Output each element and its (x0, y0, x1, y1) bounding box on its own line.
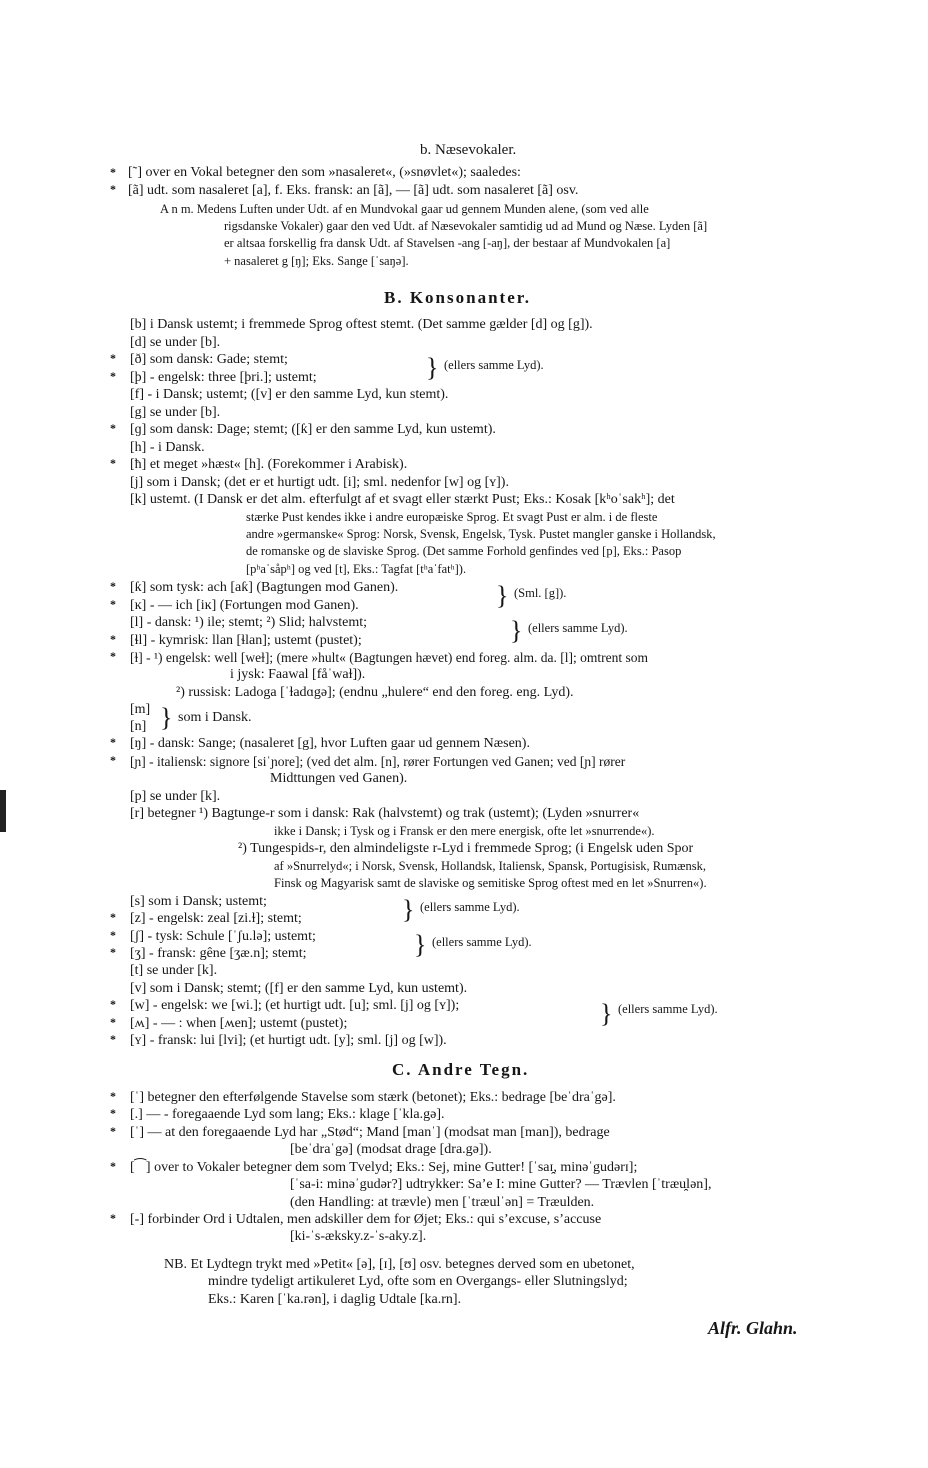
kons-line: [h] - i Dansk. (130, 440, 205, 455)
star-marker: * (110, 1032, 116, 1046)
star-marker: * (110, 1159, 116, 1173)
kons-line: de romanske og de slaviske Sprog. (Det samme Forhold genfindes ved [p], Eks.: Pasop (246, 544, 682, 558)
andre-line: [ˈsa-i: minəˈgudər?] udtrykker: Sa’e I: mine Gutter? — Trævlen [ˈtræu̯lən], (290, 1177, 712, 1192)
brace: } (510, 616, 523, 645)
kons-line: [p] se under [k]. (130, 789, 221, 804)
kons-line: ²) russisk: Ladoga [ˈɫadɑgə]; (endnu „hulere“ end den foreg. eng. Lyd). (176, 685, 574, 700)
kons-line: [ɡ] som dansk: Dage; stemt; ([ƙ] er den samme Lyd, kun ustemt). (130, 422, 496, 437)
star-marker: * (110, 351, 116, 365)
star-marker: * (110, 1106, 116, 1120)
star-marker: * (110, 945, 116, 959)
star-marker: * (110, 456, 116, 470)
kons-line: [ɬl] - kymrisk: llan [ɬlan]; ustemt (pustet); (130, 633, 362, 648)
brace-note: (ellers samme Lyd). (432, 935, 532, 949)
kons-line: i jysk: Faawal [fåˈwaɫ]). (230, 667, 366, 682)
star-marker: * (110, 165, 116, 179)
star-marker: * (110, 1211, 116, 1225)
brace-note: (ellers samme Lyd). (420, 900, 520, 914)
kons-line: [v] som i Dansk; stemt; ([f] er den samme Lyd, kun ustemt). (130, 981, 468, 996)
star-marker: * (110, 1015, 116, 1029)
brace: } (414, 930, 427, 959)
kons-line: stærke Pust kendes ikke i andre europæiske Sprog. Et svagt Pust er alm. i de fleste (246, 510, 658, 524)
kons-line: [k] ustemt. (I Dansk er det alm. efterfulgt af et svagt eller stærkt Pust; Eks.: Kosak [kʰoˈsakʰ]; det (130, 492, 675, 507)
andre-line: (den Handling: at trævle) men [ˈtræulˈən] = Træulden. (290, 1195, 595, 1210)
andre-line: [ˈ] — at den foregaaende Lyd har „Stød“; Mand [manˈ] (modsat man [man]), bedrage (130, 1125, 610, 1140)
kons-line: [r] betegner ¹) Bagtunge-r som i dansk: Rak (halvstemt) og trak (ustemt); (Lyden »snurrer« (130, 806, 640, 821)
star-marker: * (110, 597, 116, 611)
kons-line: [l] - dansk: ¹) ile; stemt; ²) Slid; halvstemt; (130, 615, 368, 630)
brace-note: (ellers samme Lyd). (528, 621, 628, 635)
nb-line: mindre tydeligt artikuleret Lyd, ofte som en Overgangs- eller Slutningslyd; (208, 1274, 628, 1289)
kons-line: [ŋ] - dansk: Sange; (nasaleret [g], hvor Luften gaar ud gennem Næsen). (130, 736, 530, 751)
kons-line: [ʒ] - fransk: gêne [ʒæ.n]; stemt; (130, 946, 307, 961)
andre-line: [ˈ] betegner den efterfølgende Stavelse som stærk (betonet); Eks.: bedrage [beˈdraˈgə]. (130, 1090, 616, 1105)
kons-line: andre »germanske« Sprog: Norsk, Svensk, Engelsk, Tysk. Pustet mangler ganske i Hollandsk, (246, 527, 716, 541)
star-marker: * (110, 1089, 116, 1103)
kons-line: [ʏ] - fransk: lui [lʏi]; (et hurtigt udt. [y]; sml. [j] og [w]). (130, 1033, 447, 1048)
star-marker: * (110, 369, 116, 383)
author-signature: Alfr. Glahn. (708, 1318, 798, 1338)
section-title-naesevokaler: b. Næsevokaler. (420, 142, 517, 158)
brace: } (426, 353, 439, 382)
kons-line: [n] (130, 719, 147, 734)
kons-line: [j] som i Dansk; (det er et hurtigt udt. [i]; sml. nedenfor [w] og [ʏ]). (130, 475, 509, 490)
brace-note: (ellers samme Lyd). (444, 358, 544, 372)
kons-line: ikke i Dansk; i Tysk og i Fransk er den mere energisk, ofte let »snurrende«). (274, 824, 655, 838)
brace-note: (ellers samme Lyd). (618, 1002, 718, 1016)
anm-line: + nasaleret g [ŋ]; Eks. Sange [ˈsaŋə]. (224, 254, 409, 268)
kons-line: [ɫ] - ¹) engelsk: well [weɫ]; (mere »hult« (Bagtungen hævet) end foreg. alm. da. [l]; omtrent som (130, 650, 649, 665)
kons-line: [ħ] et meget »hæst« [h]. (Forekommer i Arabisk). (130, 457, 408, 472)
star-marker: * (110, 910, 116, 924)
kons-line: ²) Tungespids-r, den almindeligste r-Lyd i fremmede Sprog; (i Engelsk uden Spor (238, 841, 694, 856)
nb-line: Eks.: Karen [ˈka.rən], i daglig Udtale [ka.rn]. (208, 1292, 462, 1307)
anm-line: er altsaa forskellig fra dansk Udt. af Stavelsen -ang [-aŋ], der bestaar af Mundvokalen [a] (224, 236, 671, 250)
anm-line: rigsdanske Vokaler) gaar den ved Udt. af Næsevokaler samtidig ud ad Mund og Næse. Lyden [ã] (224, 219, 708, 233)
kons-line: [ð] som dansk: Gade; stemt; (130, 352, 288, 367)
andre-line: [ki-ˈs-æksky.z-ˈs-aky.z]. (290, 1229, 427, 1244)
kons-line: [g] se under [b]. (130, 405, 221, 420)
andre-line: [beˈdraˈgə] (modsat drage [dra.gə]). (290, 1142, 492, 1157)
kons-line: [ĸ] - — ich [iĸ] (Fortungen mod Ganen). (130, 598, 359, 613)
kons-line: [d] se under [b]. (130, 335, 221, 350)
brace: } (496, 581, 509, 610)
kons-line: [þ] - engelsk: three [þri.]; ustemt; (130, 370, 317, 385)
star-marker: * (110, 753, 116, 767)
star-marker: * (110, 632, 116, 646)
kons-line: [ʍ] - — : when [ʍen]; ustemt (pustet); (130, 1016, 348, 1031)
section-title-konsonanter: B. Konsonanter. (384, 288, 531, 307)
star-marker: * (110, 928, 116, 942)
star-marker: * (110, 579, 116, 593)
brace-note: (Sml. [g]). (514, 586, 567, 600)
andre-line: [.] — - foregaaende Lyd som lang; Eks.: klage [ˈkla.gə]. (130, 1107, 445, 1122)
kons-line: [s] som i Dansk; ustemt; (130, 894, 267, 909)
andre-line: [⁀] over to Vokaler betegner dem som Tvelyd; Eks.: Sej, mine Gutter! [ˈsaɪ̯, minəˈgudərɪ]; (130, 1160, 638, 1175)
scan-edge-mark (0, 790, 6, 832)
star-marker: * (110, 182, 116, 196)
brace: } (600, 999, 613, 1028)
andre-line: [-] forbinder Ord i Udtalen, men adskiller dem for Øjet; Eks.: qui s’excuse, s’accuse (130, 1212, 602, 1227)
nasal-line: [˜] over en Vokal betegner den som »nasaleret«, (»snøvlet«); saaledes: (128, 165, 521, 180)
brace: } (402, 895, 415, 924)
kons-line: [t] se under [k]. (130, 963, 218, 978)
section-title-andre-tegn: C. Andre Tegn. (392, 1060, 530, 1079)
nb-line: NB. Et Lydtegn trykt med »Petit« [ə], [ɪ], [ʊ] osv. betegnes derved som en ubetonet, (164, 1257, 635, 1272)
kons-line: [pʰaˈsåpʰ] og ved [t], Eks.: Tagfat [tʰaˈfatʰ]). (246, 562, 467, 576)
kons-line: [w] - engelsk: we [wi.]; (et hurtigt udt. [u]; sml. [j] og [ʏ]); (130, 998, 460, 1013)
kons-line: som i Dansk. (178, 710, 252, 725)
kons-line: Finsk og Magyarisk samt de slaviske og semitiske Sprog oftest med en let »Snurren«). (274, 876, 707, 890)
anm-line: A n m. Medens Luften under Udt. af en Mundvokal gaar ud gennem Munden alene, (som ved alle (160, 202, 649, 216)
star-marker: * (110, 421, 116, 435)
kons-line: [z] - engelsk: zeal [zi.ɫ]; stemt; (130, 911, 302, 926)
kons-line: [ɲ] - italiensk: signore [siˈɲore]; (ved det alm. [n], rører Fortungen ved Ganen; ved [ɲ] rører (130, 754, 626, 769)
brace: } (160, 703, 173, 732)
kons-line: [ƙ] som tysk: ach [aƙ] (Bagtungen mod Ganen). (130, 580, 399, 595)
nasal-line: [ã] udt. som nasaleret [a], f. Eks. fransk: an [ã], — [ã] udt. som nasaleret [ã] osv. (128, 183, 579, 198)
kons-line: [f] - i Dansk; ustemt; ([v] er den samme Lyd, kun stemt). (130, 387, 449, 402)
kons-line: [ʃ] - tysk: Schule [ˈʃu.lə]; ustemt; (130, 929, 316, 944)
star-marker: * (110, 735, 116, 749)
star-marker: * (110, 997, 116, 1011)
kons-line: [m] (130, 702, 151, 717)
kons-line: [b] i Dansk ustemt; i fremmede Sprog oftest stemt. (Det samme gælder [d] og [g]). (130, 317, 593, 332)
star-marker: * (110, 1124, 116, 1138)
star-marker: * (110, 649, 116, 663)
kons-line: af »Snurrelyd«; i Norsk, Svensk, Hollandsk, Italiensk, Spansk, Portugisisk, Rumænsk, (274, 859, 706, 873)
kons-line: Midttungen ved Ganen). (270, 771, 408, 786)
